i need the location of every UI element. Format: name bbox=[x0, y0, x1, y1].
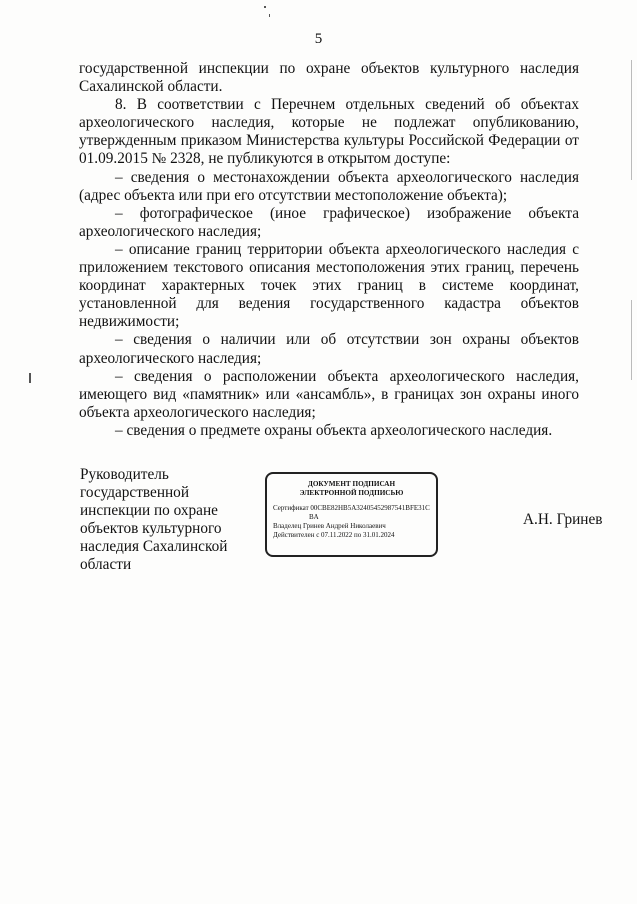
stamp-title-line: ДОКУМЕНТ ПОДПИСАН bbox=[307, 480, 396, 488]
electronic-signature-stamp bbox=[265, 472, 438, 557]
list-item-placement: – сведения о расположении объекта археологического наследия, имеющего вид «памятник» или «ансамбль», в границах зон охраны иного объекта археологического наследия; bbox=[79, 367, 579, 421]
stamp-owner: Владелец Гринев Андрей Николаевич bbox=[273, 522, 386, 530]
stamp-details bbox=[273, 504, 430, 540]
stamp-title-line: ЭЛЕКТРОННОЙ ПОДПИСЬЮ bbox=[299, 489, 404, 497]
page-number: 5 bbox=[314, 31, 323, 47]
signer-position-line: государственной bbox=[80, 484, 190, 502]
list-item-protection-subject: – сведения о предмете охраны объекта археологического наследия. bbox=[115, 421, 553, 439]
stamp-title bbox=[273, 480, 430, 498]
scan-speck bbox=[269, 14, 270, 17]
paragraph-continuation: государственной инспекции по охране объектов культурного наследия Сахалинской области. bbox=[79, 60, 579, 96]
stamp-validity: Действителен с 07.11.2022 по 31.01.2024 bbox=[273, 531, 395, 539]
list-item-boundaries: – описание границ территории объекта археологического наследия с приложением текстового описания местоположения этих границ, перечень координат характерных точек этих границ в системе координат, установленной для ведения государственного кадастра объектов недвижимости; bbox=[79, 240, 579, 331]
scan-speck bbox=[264, 6, 266, 8]
scan-speck bbox=[631, 300, 632, 380]
signer-name: А.Н. Гринев bbox=[523, 511, 603, 528]
body-text bbox=[79, 60, 579, 440]
list-item-location: – сведения о местонахождении объекта археологического наследия (адрес объекта или при его отсутствии местоположение объекта); bbox=[79, 168, 579, 204]
scan-speck bbox=[631, 60, 632, 180]
paragraph-item-8: 8. В соответствии с Перечнем отдельных сведений об объектах археологического наследия, которые не подлежат опубликованию, утвержденным приказом Министерства культуры Российской Федерации от 01.09.2015 № 2328, не публикуются в открытом доступе: bbox=[79, 96, 579, 168]
list-item-photo: – фотографическое (иное графическое) изображение объекта археологического наследия; bbox=[79, 204, 579, 240]
stamp-certificate: Сертификат 00CBE82HB5A32405452987541BFE31C bbox=[273, 504, 430, 512]
signer-position-line: объектов культурного bbox=[80, 520, 222, 538]
signer-position-line: области bbox=[80, 556, 132, 574]
signer-position bbox=[80, 466, 260, 575]
signer-position-line: наследия Сахалинской bbox=[80, 538, 228, 556]
stamp-certificate-continued: BA bbox=[309, 513, 319, 521]
signer-position-line: инспекции по охране bbox=[80, 502, 218, 520]
signer-position-line: Руководитель bbox=[80, 466, 169, 483]
scan-speck bbox=[29, 373, 31, 383]
list-item-protection-zones: – сведения о наличии или об отсутствии зон охраны объектов археологического наследия; bbox=[79, 331, 579, 367]
